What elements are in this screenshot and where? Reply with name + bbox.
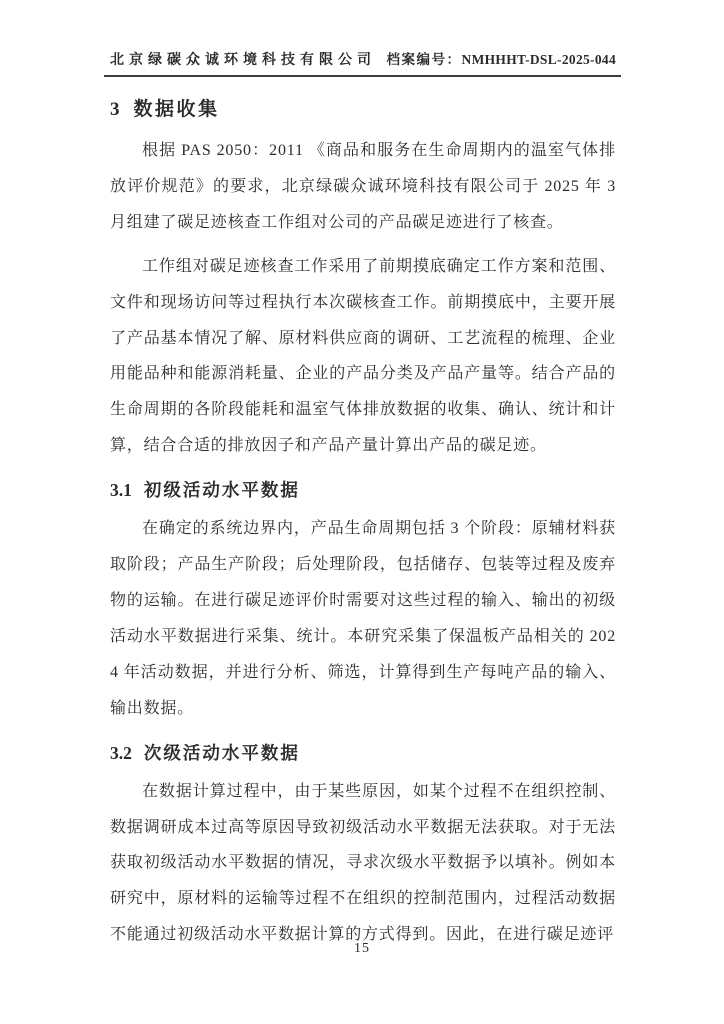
page-header — [110, 48, 616, 69]
paragraph-workgroup-process: 工作组对碳足迹核查工作采用了前期摸底确定工作方案和范围、文件和现场访问等过程执行本次碳核查工作。前期摸底中，主要开展了产品基本情况了解、原材料供应商的调研、工艺流程的梳理、企业用能品种和能源消耗量、企业的产品分类及产品产量等。结合产品的生命周期的各阶段能耗和温室气体排放数据的收集、确认、统计和计算，结合合适的排放因子和产品产量计算出产品的碳足迹。 — [110, 257, 616, 455]
section-number: 3 — [110, 99, 120, 120]
paragraph-secondary-data-substitution: 在数据计算过程中，由于某些原因，如某个过程不在组织控制、数据调研成本过高等原因导致初级活动水平数据无法获取。对于无法获取初级活动水平数据的情况，寻求次级水平数据予以填补。例如本研究中，原材料的运输等过程不在组织的控制范围内，过程活动数据不能通过初级活动水平数据计算的方式得到。因此，在进行碳足迹评 — [110, 782, 616, 944]
header-company-name: 北京绿碳众诚环境科技有限公司 — [110, 53, 376, 68]
archive-number-value: NMHHHT-DSL-2025-044 — [461, 52, 616, 67]
paragraph-pas2050-requirements: 根据 PAS 2050：2011 《商品和服务在生命周期内的温室气体排放评价规范》的要求，北京绿碳众诚环境科技有限公司于 2025 年 3 月组建了碳足迹核查工作组对公司的产品碳足迹进行了核查。 — [110, 142, 616, 231]
subsection-heading-primary-activity-data — [110, 477, 616, 503]
document-content — [110, 75, 616, 953]
subsection-number: 3.1 — [110, 480, 132, 501]
subsection-title: 初级活动水平数据 — [143, 480, 300, 501]
page-footer — [0, 939, 724, 957]
subsection-title: 次级活动水平数据 — [143, 742, 300, 763]
section-title: 数据收集 — [133, 99, 220, 120]
page-number: 15 — [354, 941, 370, 956]
subsection-number: 3.2 — [110, 742, 132, 763]
subsection-heading-secondary-activity-data — [110, 740, 616, 766]
section-heading-data-collection — [110, 96, 616, 123]
paragraph-system-boundary-stages: 在确定的系统边界内，产品生命周期包括 3 个阶段：原辅材料获取阶段；产品生产阶段；后处理阶段，包括储存、包装等过程及废弃物的运输。在进行碳足迹评价时需要对这些过程的输入、输出的初级活动水平数据进行采集、统计。本研究采集了保温板产品相关的 2024 年活动数据，并进行分析、筛选，计算得到生产每吨产品的输入、输出数据。 — [110, 520, 616, 717]
archive-number-label: 档案编号： — [386, 52, 462, 67]
header-archive-info — [387, 48, 616, 68]
